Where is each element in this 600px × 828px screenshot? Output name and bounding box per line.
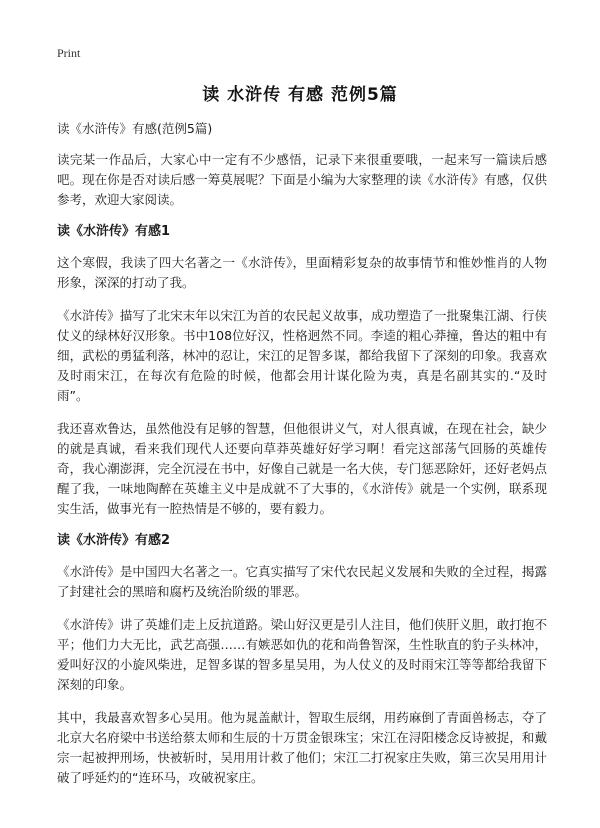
section-paragraph: 我还喜欢鲁达，虽然他没有足够的智慧，但他很讲义气，对人很真诚，在现在社会，缺少的就是真诚，看来我们现代人还要向草莽英雄好好学习啊！看完这部荡气回肠的英雄传奇，我心潮澎湃，完全沉浸在书中，好像自己就是一名大侠，专门惩恶除奸，还好老妈点醒了我，一味地陶醉在英雄主义中是成就不了大事的，《水浒传》就是一个实例，联系现实生活，做事光有一腔热情是不够的，要有毅力。 [57,421,547,516]
section-paragraph: 其中，我最喜欢智多心吴用。他为晁盖献计，智取生辰纲，用药麻倒了青面兽杨志，夺了北京大名府梁中书送给蔡太师和生辰的十万贯金银珠宝；宋江在浔阳楼念反诗被捉，和戴宗一起被押刑场，快被斩时，吴用用计救了他们；宋江二打祝家庄失败，第三次吴用用计破了呼延灼的“连环马，攻破祝家庄。 [57,710,547,785]
section-paragraph: 这个寒假，我读了四大名著之一《水浒传》，里面精彩复杂的故事情节和惟妙惟肖的人物形象，深深的打动了我。 [57,255,547,290]
section-1 [57,223,547,519]
section-2 [57,532,547,788]
document-title: 读 水浒传 有感 范例5篇 [202,85,398,105]
print-label: Print [57,46,81,60]
section-heading: 读《水浒传》有感2 [57,533,171,548]
section-paragraph: 《水浒传》描写了北宋末年以宋江为首的农民起义故事，成功塑造了一批聚集江湖、行侠仗义的绿林好汉形象。书中108位好汉，性格迥然不同。李逵的粗心莽撞，鲁达的粗中有细，武松的勇猛利落，林冲的忍让，宋江的足智多谋，都给我留下了深刻的印象。我喜欢及时雨宋江，在每次有危险的时候，他都会用计谋化险为夷，真是名副其实的.“及时雨”。 [57,308,547,403]
document-body [57,120,547,801]
intro-paragraph: 读完某一作品后，大家心中一定有不少感悟，记录下来很重要哦，一起来写一篇读后感吧。现在你是否对读后感一筹莫展呢？下面是小编为大家整理的读《水浒传》有感，仅供参考，欢迎大家阅读。 [57,152,547,207]
section-heading: 读《水浒传》有感1 [57,224,171,239]
section-paragraph: 《水浒传》是中国四大名著之一。它真实描写了宋代农民起义发展和失败的全过程，揭露了封建社会的黑暗和腐朽及统治阶级的罪恶。 [57,564,547,599]
document-subtitle: 读《水浒传》有感(范例5篇) [57,121,213,136]
section-paragraph: 《水浒传》讲了英雄们走上反抗道路。梁山好汉更是引人注目，他们侠肝义胆，敢打抱不平；他们力大无比，武艺高强……有嫉恶如仇的花和尚鲁智深，生性耿直的豹子头林冲，爱叫好汉的小旋风柴进，足智多谋的智多星吴用，为人仗义的及时雨宋江等等都给我留下深刻的印象。 [57,617,547,692]
